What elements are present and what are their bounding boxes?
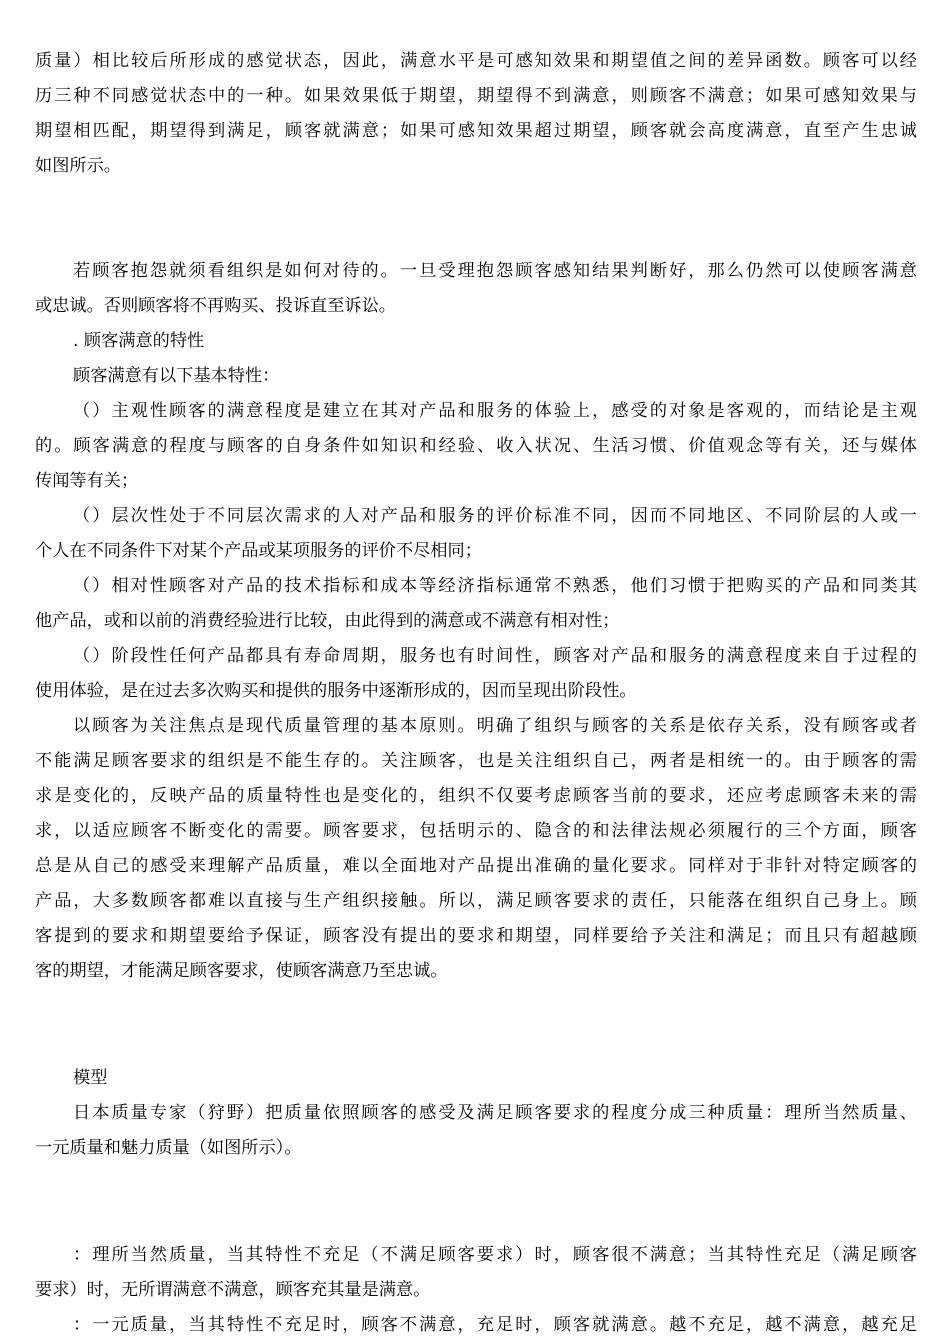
paragraph-subjectivity [35, 394, 917, 499]
text-line: （）相对性顾客对产品的技术指标和成本等经济指标通常不熟悉，他们习惯于把购买的产品和同类其 [73, 576, 917, 596]
text-line: 若顾客抱怨就须看组织是如何对待的。一旦受理抱怨顾客感知结果判断好，那么仍然可以使顾客满意 [73, 261, 917, 281]
text-line: 日本质量专家（狩野）把质量依照顾客的感受及满足顾客要求的程度分成三种质量：理所当然质量、 [73, 1103, 917, 1123]
text-line: 传闻等有关； [35, 471, 139, 491]
paragraph-kano [35, 1096, 917, 1166]
text-line: ：一元质量，当其特性不充足时，顾客不满意，充足时，顾客就满意。越不充足，越不满意，越充足 [73, 1315, 917, 1335]
text-line: 或忠诚。否则顾客将不再购买、投诉直至诉讼。 [35, 296, 396, 316]
heading-text: . 顾客满意的特性 [73, 331, 205, 351]
text-line: 期望相匹配，期望得到满足，顾客就满意；如果可感知效果超过期望，顾客就会高度满意，直至产生忠诚 [35, 121, 917, 141]
text-line: 质量）相比较后所形成的感觉状态，因此，满意水平是可感知效果和期望值之间的差异函数。顾客可以经 [35, 51, 917, 71]
paragraph-relativity [35, 569, 917, 639]
document-page [35, 44, 917, 1343]
text-line: ：理所当然质量，当其特性不充足（不满足顾客要求）时，顾客很不满意；当其特性充足（满足顾客 [73, 1245, 917, 1265]
text-line: （）阶段性任何产品都具有寿命周期，服务也有时间性，顾客对产品和服务的满意程度来自于过程的 [73, 646, 917, 666]
text-line: 历三种不同感觉状态中的一种。如果效果低于期望，期望得不到满意，则顾客不满意；如果可感知效果与 [35, 86, 917, 106]
text-line: 他产品，或和以前的消费经验进行比较，由此得到的满意或不满意有相对性； [35, 611, 620, 631]
text-line: 客提到的要求和期望要给予保证，顾客没有提出的要求和期望，同样要给予关注和满足；而且只有超越顾 [35, 926, 917, 946]
text-line: 顾客满意有以下基本特性： [73, 366, 280, 386]
text-line: 总是从自己的感受来理解产品质量，难以全面地对产品提出准确的量化要求。同样对于非针对特定顾客的 [35, 856, 917, 876]
text-line: （）主观性顾客的满意程度是建立在其对产品和服务的体验上，感受的对象是客观的，而结论是主观 [73, 401, 917, 421]
paragraph-customer-focus [35, 709, 917, 989]
paragraph-complaint [35, 254, 917, 324]
paragraph-hierarchy [35, 499, 917, 569]
section-heading-characteristics [35, 324, 917, 359]
text-line: 的。顾客满意的程度与顾客的自身条件如知识和经验、收入状况、生活习惯、价值观念等有关，还与媒体 [35, 436, 917, 456]
text-line: 客的期望，才能满足顾客要求，使顾客满意乃至忠诚。 [35, 961, 448, 981]
paragraph-stage [35, 639, 917, 709]
heading-text: 模型 [73, 1068, 108, 1088]
text-line: 求是变化的，反映产品的质量特性也是变化的，组织不仅要考虑顾客当前的要求，还应考虑顾客未来的需 [35, 786, 917, 806]
paragraph-one-dimensional-quality [35, 1308, 917, 1343]
section-heading-model [35, 1061, 917, 1096]
text-line: 使用体验，是在过去多次购买和提供的服务中逐渐形成的，因而呈现出阶段性。 [35, 681, 637, 701]
text-line: 如图所示。 [35, 156, 121, 176]
text-line: 不能满足顾客要求的组织是不能生存的。关注顾客，也是关注组织自己，两者是相统一的。由于顾客的需 [35, 751, 917, 771]
text-line: 个人在不同条件下对某个产品或某项服务的评价不尽相同； [35, 541, 482, 561]
text-line: 产品，大多数顾客都难以直接与生产组织接触。所以，满足顾客要求的责任，只能落在组织自己身上。顾 [35, 891, 917, 911]
text-line: 要求）时，无所谓满意不满意，顾客充其量是满意。 [35, 1280, 431, 1300]
paragraph-intro-characteristics [35, 359, 917, 394]
text-line: 以顾客为关注焦点是现代质量管理的基本原则。明确了组织与顾客的关系是依存关系，没有顾客或者 [73, 716, 917, 736]
text-line: 一元质量和魅力质量（如图所示）。 [35, 1138, 302, 1158]
paragraph-satisfaction-states [35, 44, 917, 184]
paragraph-must-be-quality [35, 1238, 917, 1308]
text-line: （）层次性处于不同层次需求的人对产品和服务的评价标准不同，因而不同地区、不同阶层的人或一 [73, 506, 917, 526]
text-line: 求，以适应顾客不断变化的需要。顾客要求，包括明示的、隐含的和法律法规必须履行的三个方面，顾客 [35, 821, 917, 841]
